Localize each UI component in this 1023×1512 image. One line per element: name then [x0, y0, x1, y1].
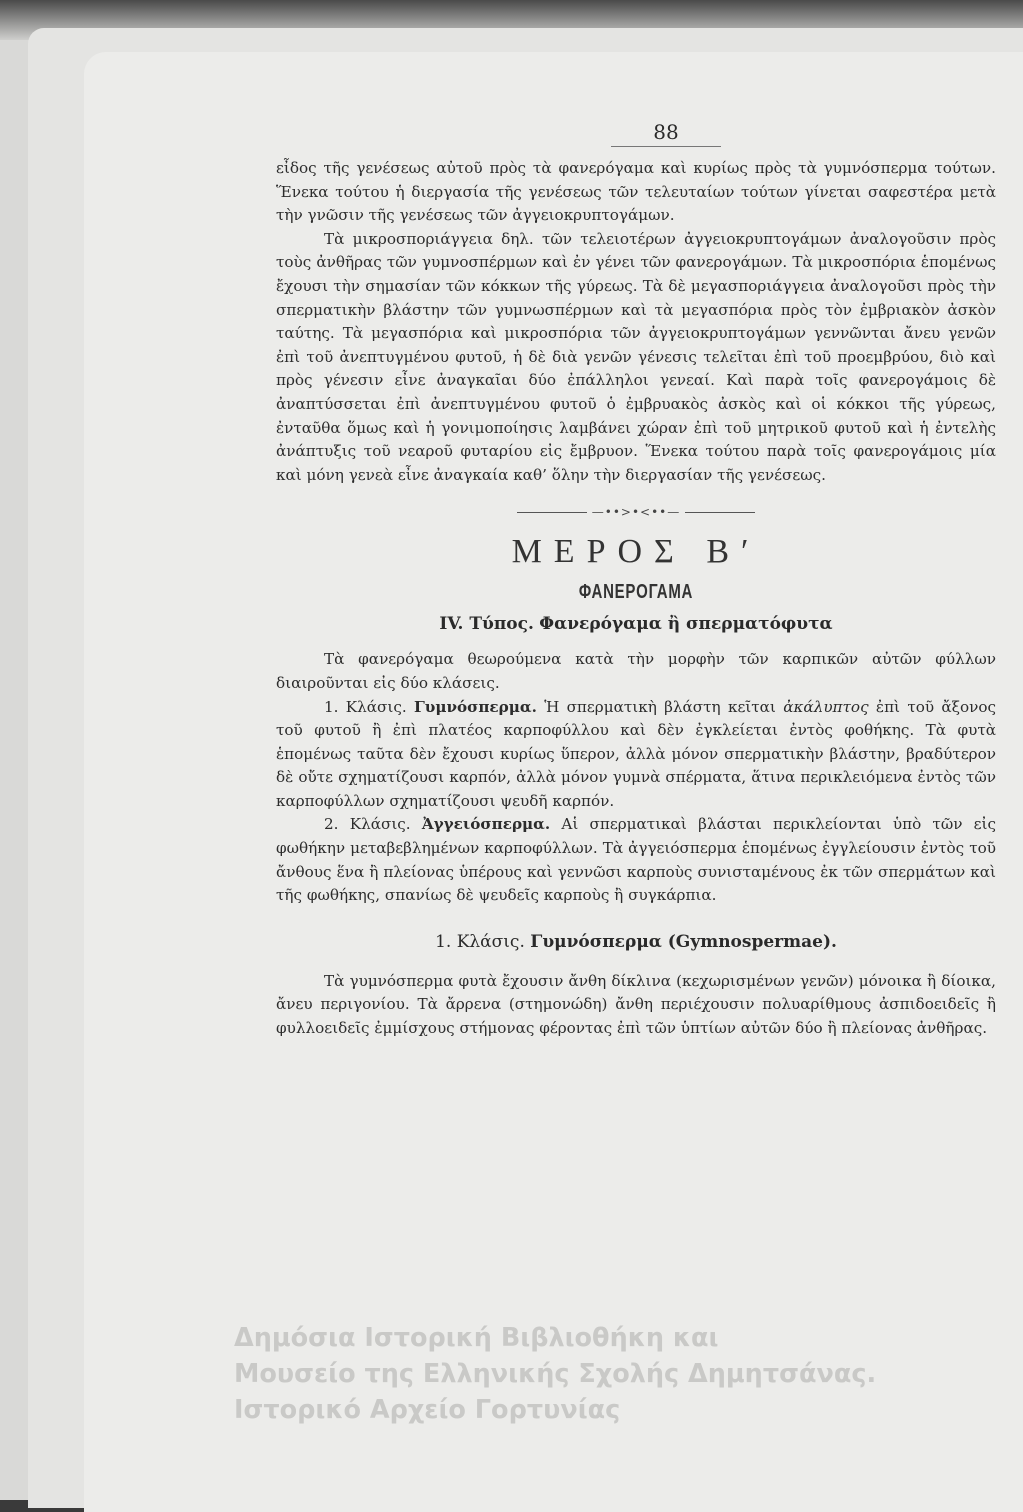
watermark-line-3: Ιστορικό Αρχείο Γορτυνίας: [234, 1395, 621, 1425]
class-title-label: 1. Κλάσις.: [435, 931, 525, 952]
part-subheading: ΦΑΝΕΡΟΓΑΜΑ: [578, 581, 694, 604]
paragraph-1: εἶδος τῆς γενέσεως αὐτοῦ πρὸς τὰ φανερόγαμα καὶ κυρίως πρὸς τὰ γυμνόσπερμα τούτων. Ἕνεκα τούτου ἡ διεργασία τῆς γενέσεως τῶν τελευταίων τούτων γίνεται σαφεστέρα μετὰ τὴν γνῶσιν τῆς γενέσεως τῶν ἀγγειοκρυπτογάμων.: [276, 159, 996, 225]
class-2-paragraph: [276, 813, 996, 907]
class-title-name: Γυμνόσπερμα (Gymnospermae).: [530, 931, 837, 952]
class-1-text-italic: ἀκάλυπτος: [783, 697, 869, 716]
paragraph-2: Τὰ μικροσποριάγγεια δηλ. τῶν τελειοτέρων ἀγγειοκρυπτογάμων ἀναλογοῦσιν πρὸς τοὺς ἀνθῆρας τῶν γυμνοσπέρμων καὶ ἐν γένει τῶν φανερογάμων. Τὰ μικροσπόρια ἑπομένως ἔχουσι τὴν σημασίαν τῶν κόκκων τῆς γύρεως. Τὰ δὲ μεγασποριάγγεια ἀναλογοῦσι πρὸς τὴν σπερματικὴν βλάστην τῶν γυμνωσπέρμων καὶ τὰ μεγασπόρια πρὸς τὸν ἐμβριακὸν ἀσκὸν ταύτης. Τὰ μεγασπόρια καὶ μικροσπόρια τῶν ἀγγειοκρυπτογάμων γεννῶνται ἄνευ γενῶν ἐπὶ τοῦ ἀνεπτυγμένου φυτοῦ, ἡ δὲ διὰ γενῶν γένεσις τελεῖται ἐπὶ τοῦ προεμβρύου, διὸ καὶ πρὸς γένεσιν εἶνε ἀναγκαῖαι δύο ἐπάλληλοι γενεαί. Καὶ παρὰ τοῖς φανερογάμοις δὲ ἀναπτύσσεται ἐπὶ ἀνεπτυγμένου φυτοῦ ὁ ἐμβρυακὸς ἀσκὸς καὶ οἱ κόκκοι τῆς γύρεως, ἐνταῦθα ὅμως καὶ ἡ γονιμοποίησις λαμβάνει χώραν ἐπὶ τοῦ μητρικοῦ φυτοῦ καὶ ἡ ἐντελὴς ἀνάπτυξις τοῦ νεαροῦ φυταρίου εἰς ἔμβρυον. Ἕνεκα τούτου παρὰ τοῖς φανερογάμοις μία καὶ μόνη γενεὰ εἶνε ἀναγκαία καθ’ ὅλην τὴν διεργασίαν τῆς γενέσεως.: [276, 229, 996, 484]
ornament-line-left: [517, 512, 587, 513]
type-heading: [276, 614, 996, 634]
section-ornament: [276, 505, 996, 519]
watermark-line-1: Δημόσια Ιστορική Βιβλιοθήκη και: [234, 1323, 719, 1353]
class-2-name: Ἀγγειόσπερμα.: [421, 815, 551, 834]
page-number-rule: [611, 146, 721, 147]
ornament-glyph: —••>•<••—: [591, 505, 681, 520]
library-watermark: [234, 1320, 1014, 1428]
page-number: 88: [653, 120, 679, 144]
class-1-label: 1. Κλάσις.: [324, 697, 407, 716]
type-heading-name: Φανερόγαμα ἢ σπερματόφυτα: [539, 614, 833, 635]
page-content: [276, 120, 996, 1041]
class-1-text-a: Ἡ σπερματικὴ βλάστη κεῖται: [544, 697, 776, 716]
class-2-label: 2. Κλάσις.: [324, 815, 411, 834]
class-1-text-b: ἐπὶ τοῦ ἄξονος τοῦ φυτοῦ ἢ ἐπὶ πλατέος καρποφύλλου καὶ δὲν ἐγκλείεται ἐντὸς φοθήκης. Τὰ φυτὰ ἑπομένως ταῦτα δὲν ἔχουσι κυρίως ὕπερον, ἀλλὰ μόνον σπερματικὴν βλάστην, βραδύτερον δὲ οὔτε σχηματίζουσι καρπόν, ἀλλὰ μόνον γυμνὰ σπέρματα, ἅτινα περικλειόμενα ἐντὸς τῶν καρποφύλλων σχηματίζουσι ψευδῆ καρπόν.: [276, 697, 997, 810]
type-heading-number: IV. Τύπος.: [439, 614, 534, 635]
class-2-text: Αἱ σπερματικαὶ βλάσται περικλείονται ὑπὸ τῶν εἰς φωθήκην μεταβεβλημένων καρποφύλλων. Τὰ ἀγγειόσπερμα ἑπομένως ἐγγλείουσιν ἐντὸς τοῦ ἄνθους ἕνα ἢ πλείονας ὑπέρους καὶ γεννῶσι καρποὺς συνισταμένους ἐκ τῶν σπερμάτων καὶ τῆς φωθήκης, σπανίως δὲ ψευδεῖς καρποὺς ἢ συγκάρπια.: [276, 815, 997, 905]
class-title: [276, 932, 996, 952]
paragraph-3: Τὰ φανερόγαμα θεωρούμενα κατὰ τὴν μορφὴν τῶν καρπικῶν αὐτῶν φύλλων διαιροῦνται εἰς δύο κλάσεις.: [276, 650, 996, 692]
ornament-line-right: [685, 512, 755, 513]
paragraph-4: Τὰ γυμνόσπερμα φυτὰ ἔχουσιν ἄνθη δίκλινα (κεχωρισμένων γενῶν) μόνοικα ἢ δίοικα, ἄνευ περιγονίου. Τὰ ἄρρενα (στημονώδη) ἄνθη περιέχουσιν πολυαρίθμους ἀσπιδοειδεῖς ἢ φυλλοειδεῖς ἐμμίσχους στήμονας φέροντας ἐπὶ τῶν ὑπτίων αὐτῶν δύο ἢ πλείονας ἀνθῆρας.: [276, 971, 996, 1038]
watermark-line-2: Μουσείο της Ελληνικής Σχολής Δημητσάνας.: [234, 1359, 877, 1389]
part-heading: ΜΕΡΟΣ Β′: [511, 533, 761, 571]
class-1-paragraph: [276, 696, 996, 814]
class-1-name: Γυμνόσπερμα.: [414, 697, 537, 716]
